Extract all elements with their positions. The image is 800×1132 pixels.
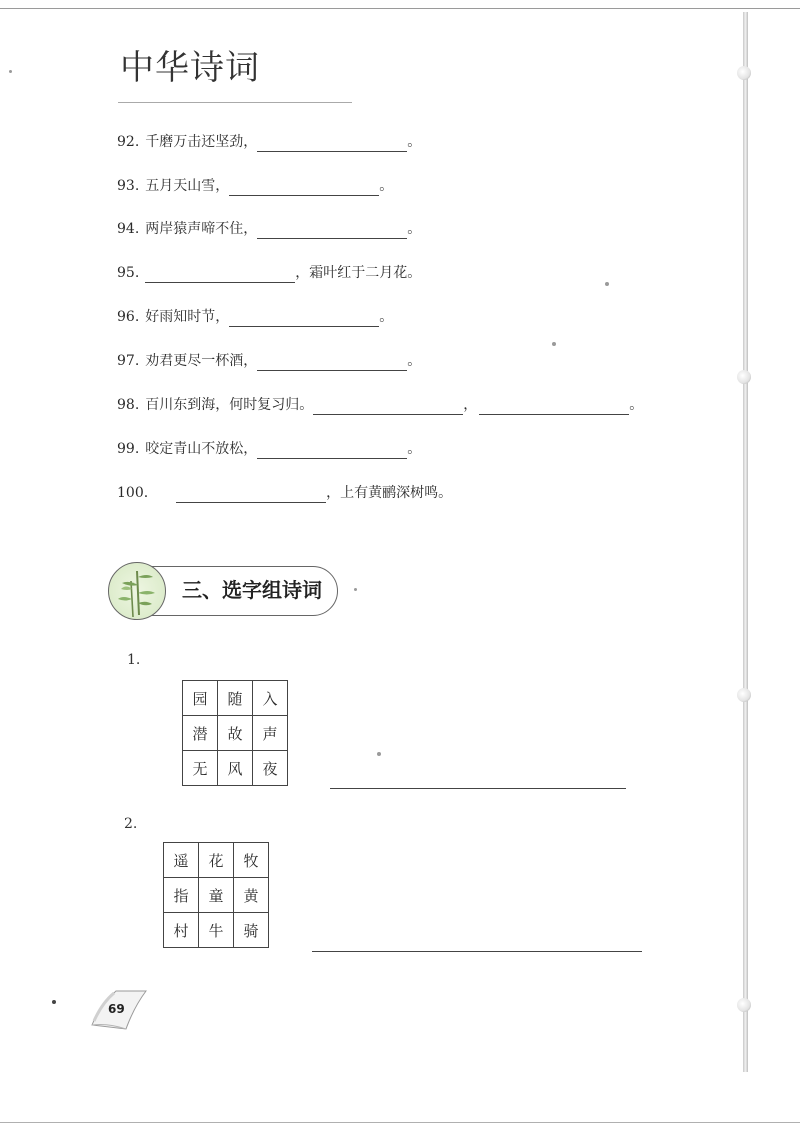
grid-cell: 无: [183, 751, 218, 786]
binding-ring: [737, 370, 751, 384]
poem-text: 百川东到海，何时复习归。: [145, 397, 314, 413]
poem-text: ，霜叶红于二月花。: [295, 265, 422, 281]
scan-speck: [552, 342, 556, 346]
poem-punctuation: 。: [407, 441, 422, 457]
poem-punctuation: 。: [379, 309, 394, 325]
answer-blank[interactable]: [313, 397, 463, 415]
section-header: [108, 562, 340, 620]
scan-speck: [52, 1000, 56, 1004]
page-top-edge: [0, 8, 800, 9]
question-number: 100.: [117, 485, 149, 501]
answer-blank[interactable]: [145, 265, 295, 283]
poem-text: 五月天山雪，: [145, 178, 230, 194]
answer-blank[interactable]: [257, 441, 407, 459]
grid-cell: 指: [164, 878, 199, 913]
poem-punctuation: 。: [407, 353, 422, 369]
scan-speck: [377, 752, 381, 756]
poem-punctuation: 。: [379, 178, 394, 194]
answer-line[interactable]: [330, 788, 626, 789]
poem-line-99: [117, 439, 421, 459]
question-number: 96.: [117, 309, 140, 325]
grid-cell: 潜: [183, 716, 218, 751]
bamboo-icon: [108, 562, 166, 620]
poem-line-95: [117, 263, 421, 283]
grid-cell: 故: [218, 716, 253, 751]
grid-cell: 童: [199, 878, 234, 913]
answer-blank[interactable]: [229, 178, 379, 196]
poem-line-98: [117, 395, 643, 415]
answer-blank[interactable]: [229, 309, 379, 327]
question-number: 93.: [117, 178, 140, 194]
poem-line-94: [117, 219, 421, 239]
grid-cell: 黄: [234, 878, 269, 913]
grid-cell: 随: [218, 681, 253, 716]
poem-line-100: [117, 483, 452, 503]
page-title: 中华诗词: [120, 48, 260, 88]
answer-blank[interactable]: [257, 221, 407, 239]
grid-cell: 遥: [164, 843, 199, 878]
question-number: 92.: [117, 134, 140, 150]
poem-text: 劝君更尽一杯酒，: [145, 353, 258, 369]
answer-blank[interactable]: [176, 485, 326, 503]
poem-punctuation: 。: [407, 134, 422, 150]
character-grid: [163, 842, 269, 948]
puzzle-number: 1.: [127, 652, 141, 668]
page-number: 69: [108, 1002, 125, 1016]
question-number: 94.: [117, 221, 140, 237]
puzzle-number: 2.: [124, 816, 138, 832]
grid-cell: 园: [183, 681, 218, 716]
grid-cell: 风: [218, 751, 253, 786]
question-number: 95.: [117, 265, 140, 281]
page-binding: [743, 12, 748, 1072]
grid-cell: 牧: [234, 843, 269, 878]
grid-cell: 夜: [253, 751, 288, 786]
poem-text: 好雨知时节，: [145, 309, 230, 325]
poem-line-93: [117, 176, 393, 196]
answer-line[interactable]: [312, 951, 642, 952]
grid-cell: 骑: [234, 913, 269, 948]
grid-cell: 牛: [199, 913, 234, 948]
poem-text: 两岸猿声啼不住，: [145, 221, 258, 237]
scan-speck: [605, 282, 609, 286]
poem-punctuation: 。: [629, 397, 644, 413]
answer-blank[interactable]: [257, 134, 407, 152]
grid-cell: 入: [253, 681, 288, 716]
poem-text: ，上有黄鹂深树鸣。: [326, 485, 453, 501]
character-grid: [182, 680, 288, 786]
scan-speck: [354, 588, 357, 591]
question-number: 99.: [117, 441, 140, 457]
binding-ring: [737, 998, 751, 1012]
poem-text: 千磨万击还坚劲，: [145, 134, 258, 150]
poem-text: 咬定青山不放松，: [145, 441, 258, 457]
scan-speck: [9, 70, 12, 73]
title-underline: [118, 102, 352, 103]
poem-line-97: [117, 351, 421, 371]
poem-line-92: [117, 132, 421, 152]
answer-blank[interactable]: [257, 353, 407, 371]
section-title: 三、选字组诗词: [182, 578, 322, 602]
grid-cell: 花: [199, 843, 234, 878]
poem-punctuation: 。: [407, 221, 422, 237]
grid-cell: 声: [253, 716, 288, 751]
poem-punctuation: ，: [463, 397, 478, 413]
binding-ring: [737, 688, 751, 702]
question-number: 98.: [117, 397, 140, 413]
answer-blank[interactable]: [479, 397, 629, 415]
question-number: 97.: [117, 353, 140, 369]
binding-ring: [737, 66, 751, 80]
page-bottom-edge: [0, 1122, 800, 1123]
poem-line-96: [117, 307, 393, 327]
grid-cell: 村: [164, 913, 199, 948]
